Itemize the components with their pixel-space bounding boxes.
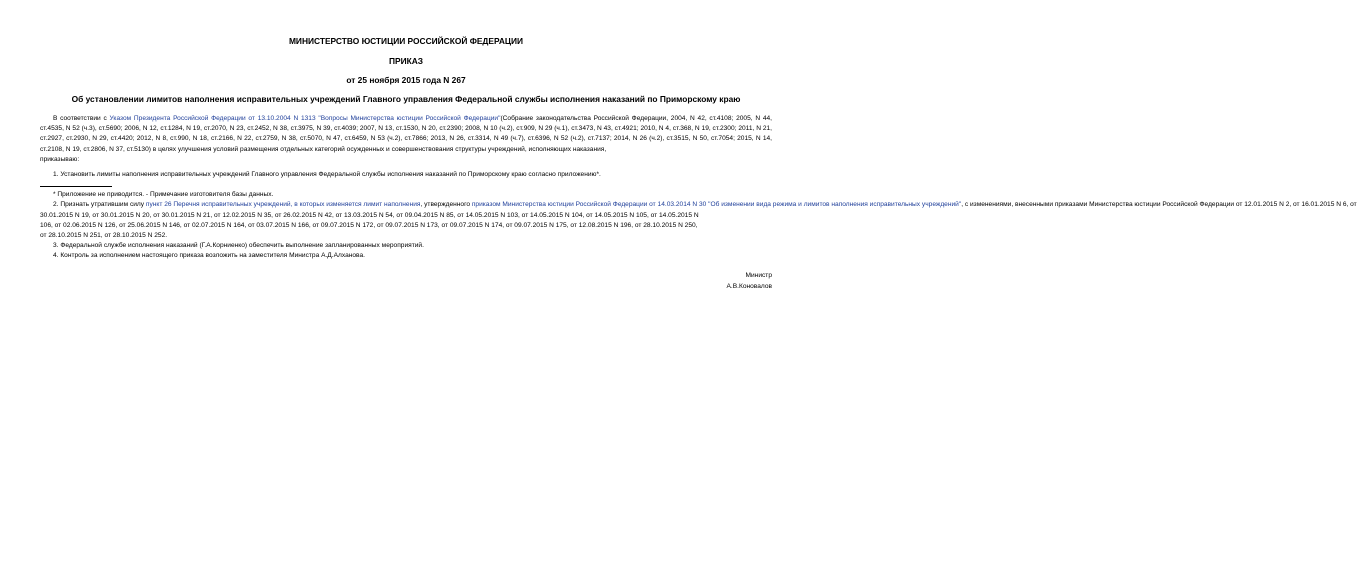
date-number-heading: от 25 ноября 2015 года N 267 — [346, 75, 466, 85]
item-2-line-1 — [40, 200, 1357, 210]
item-2-mid-1: , утвержденного — [420, 201, 472, 209]
item-4: 4. Контроль за исполнением настоящего приказа возложить на заместителя Министра А.Д.Алханова. — [53, 252, 365, 260]
signature-name: А.В.Коновалов — [726, 282, 772, 290]
item-2-line-5: от 28.10.2015 N 251, от 28.10.2015 N 252. — [40, 232, 168, 240]
signature-position: Министр — [745, 271, 772, 279]
preamble-rest: (Собрание законодательства Российской Федерации, 2004, N 42, ст.4108; 2005, N 44, ст.4535, N 52 (ч.3), ст.5690; 2006, N 12, ст.1284, N 19, ст.2070, N 23, ст.2452, N 38, ст.3975, N 39, ст.4039; 2007, N 13, ст.1530, N 20, ст.2390; 2008, N 10 (ч.2), ст.909, N 29 (ч.1), ст.3473, N 43, ст.4921; 2010, N 4, ст.368, N 19, ст.2300; 2011, N 21, ст.2927, ст.2930, N 29, ст.4420; 2012, N 8, ст.990, N 18, ст.2166, N 22, ст.2759, N 38, ст.5070, N 47, ст.6459, N 53 (ч.2), ст.7866; 2013, N 26, ст.3314, N 49 (ч.7), ст.6396, N 52 (ч.2), ст.7137; 2014, N 26 (ч.2), ст.3515, N 50, ст.7054; 2015, N 14, ст.2108, N 19, ст.2806, N 37, ст.5130) в целях улучшения условий размещения отдельных категорий осужденных и совершенствования структуры учреждений, исполняющих наказания, — [40, 115, 773, 153]
order-word: приказываю: — [40, 155, 80, 163]
footnote: * Приложение не приводится. - Примечание изготовителя базы данных. — [53, 191, 274, 199]
footnote-divider — [40, 186, 112, 187]
item-2 — [40, 200, 1357, 241]
decree-link[interactable]: Указом Президента Российской Федерации от 13.10.2004 N 1313 "Вопросы Министерства юстиции Российской Федерации" — [109, 115, 501, 122]
item-3: 3. Федеральной службе исполнения наказаний (Г.А.Корниенко) обеспечить выполнение запланированных мероприятий. — [53, 242, 424, 250]
item-2-mid-2: , с изменениями, внесенными приказами Министерства юстиции Российской Федерации от 12.01.2015 N 2, от 16.01.2015 N 6, от — [961, 201, 1357, 209]
order-30-link[interactable]: приказом Министерства юстиции Российской Федерации от 14.03.2014 N 30 "Об изменении вида режима и лимитов наполнения исправительных учреждений" — [471, 201, 962, 209]
document-body — [40, 36, 1357, 292]
item-2-line-3: 30.01.2015 N 19, от 30.01.2015 N 20, от 30.01.2015 N 21, от 12.02.2015 N 35, от 26.02.2015 N 42, от 13.03.2015 N 54, от 09.04.2015 N 85, от 14.05.2015 N 103, от 14.05.2015 N 104, от 14.05.2015 N 105, от 14.05.2015 N — [40, 211, 699, 219]
item-2-line-4: 106, от 02.06.2015 N 126, от 25.06.2015 N 146, от 02.07.2015 N 164, от 03.07.2015 N 166, от 09.07.2015 N 172, от 09.07.2015 N 173, от 09.07.2015 N 174, от 09.07.2015 N 175, от 12.08.2015 N 196, от 28.10.2015 N 250, — [40, 221, 698, 229]
doc-title: Об установлении лимитов наполнения исправительных учреждений Главного управления Федеральной службы исполнения наказаний по Приморскому краю — [71, 94, 741, 104]
item-1: 1. Установить лимиты наполнения исправительных учреждений Главного управления Федеральной службы исполнения наказаний по Приморскому краю согласно приложению*. — [53, 171, 601, 179]
preamble-lead: В соответствии с — [53, 115, 110, 122]
annulled-point-link[interactable]: пункт 26 Перечня исправительных учреждений, в которых изменяется лимит наполнения — [145, 201, 421, 209]
ministry-heading: МИНИСТЕРСТВО ЮСТИЦИИ РОССИЙСКОЙ ФЕДЕРАЦИИ — [288, 36, 524, 46]
preamble-paragraph — [40, 114, 772, 155]
item-2-lead: 2. Признать утратившим силу — [53, 201, 146, 209]
doc-type-heading: ПРИКАЗ — [388, 56, 424, 66]
